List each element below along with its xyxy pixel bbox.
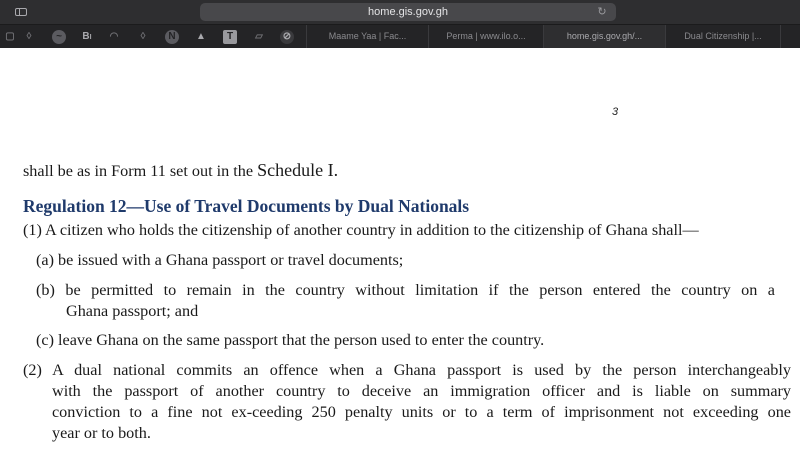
- intro-line: [23, 160, 338, 181]
- paragraph-1: (1) A citizen who holds the citizenship of another country in addition to the citizenship of Ghana shall—: [23, 221, 699, 239]
- pocket-icon[interactable]: ▢: [5, 31, 15, 42]
- page-number: 3: [612, 106, 619, 118]
- browser-chrome: [0, 0, 800, 48]
- numbers-icon[interactable]: N: [165, 30, 179, 44]
- tab-facebook[interactable]: Maame Yaa | Fac...: [306, 25, 428, 48]
- bold-b-icon[interactable]: BI: [82, 31, 92, 42]
- tab-overflow[interactable]: [780, 25, 800, 48]
- address-text: home.gis.gov.gh: [368, 6, 448, 18]
- intro-text: shall be as in Form 11 set out in the: [23, 162, 258, 180]
- browser-toolbar: [0, 0, 800, 24]
- regulation-heading: Regulation 12—Use of Travel Documents by Dual Nationals: [23, 196, 470, 216]
- paragraph-2-line-2: with the passport of another country to deceive an immigration officer and is liable on summary: [52, 382, 791, 400]
- item-c: (c) leave Ghana on the same passport that the person used to enter the country.: [36, 331, 545, 349]
- dictionary-icon[interactable]: ▱: [255, 31, 263, 42]
- safari-compass-icon[interactable]: ⊘: [280, 30, 294, 44]
- paragraph-2-line-3: conviction to a fine not ex-ceeding 250 penalty units or to a term of imprisonment not exceeding one: [52, 403, 791, 421]
- landscape-icon[interactable]: ◠: [109, 31, 119, 42]
- item-b-line-2: Ghana passport; and: [66, 302, 199, 320]
- airbnb-icon[interactable]: ◊: [140, 31, 146, 42]
- item-b-line-1: (b) be permitted to remain in the country without limitation if the person entered the country on a: [36, 281, 775, 299]
- schedule-reference: Schedule I.: [257, 160, 339, 180]
- sidebar-toggle-button[interactable]: [8, 4, 34, 20]
- tab-dual-citizenship[interactable]: Dual Citizenship |...: [665, 25, 780, 48]
- messenger-icon[interactable]: ~: [52, 30, 66, 44]
- airbnb-icon[interactable]: ◊: [26, 31, 32, 42]
- sidebar-icon: [15, 8, 27, 16]
- address-bar[interactable]: [200, 3, 616, 21]
- t-icon[interactable]: T: [223, 30, 237, 44]
- reload-icon[interactable]: ↻: [597, 6, 607, 18]
- tab-perma[interactable]: Perma | www.ilo.o...: [428, 25, 543, 48]
- paragraph-2-line-4: year or to both.: [52, 424, 151, 442]
- tab-bar: [0, 24, 800, 48]
- paragraph-2-line-1: (2) A dual national commits an offence when a Ghana passport is used by the person interchangeably: [23, 361, 791, 379]
- document-page: [0, 48, 800, 450]
- item-a: (a) be issued with a Ghana passport or travel documents;: [36, 251, 404, 269]
- tab-home-gis[interactable]: home.gis.gov.gh/...: [543, 25, 665, 48]
- drive-icon[interactable]: ▲: [196, 31, 206, 42]
